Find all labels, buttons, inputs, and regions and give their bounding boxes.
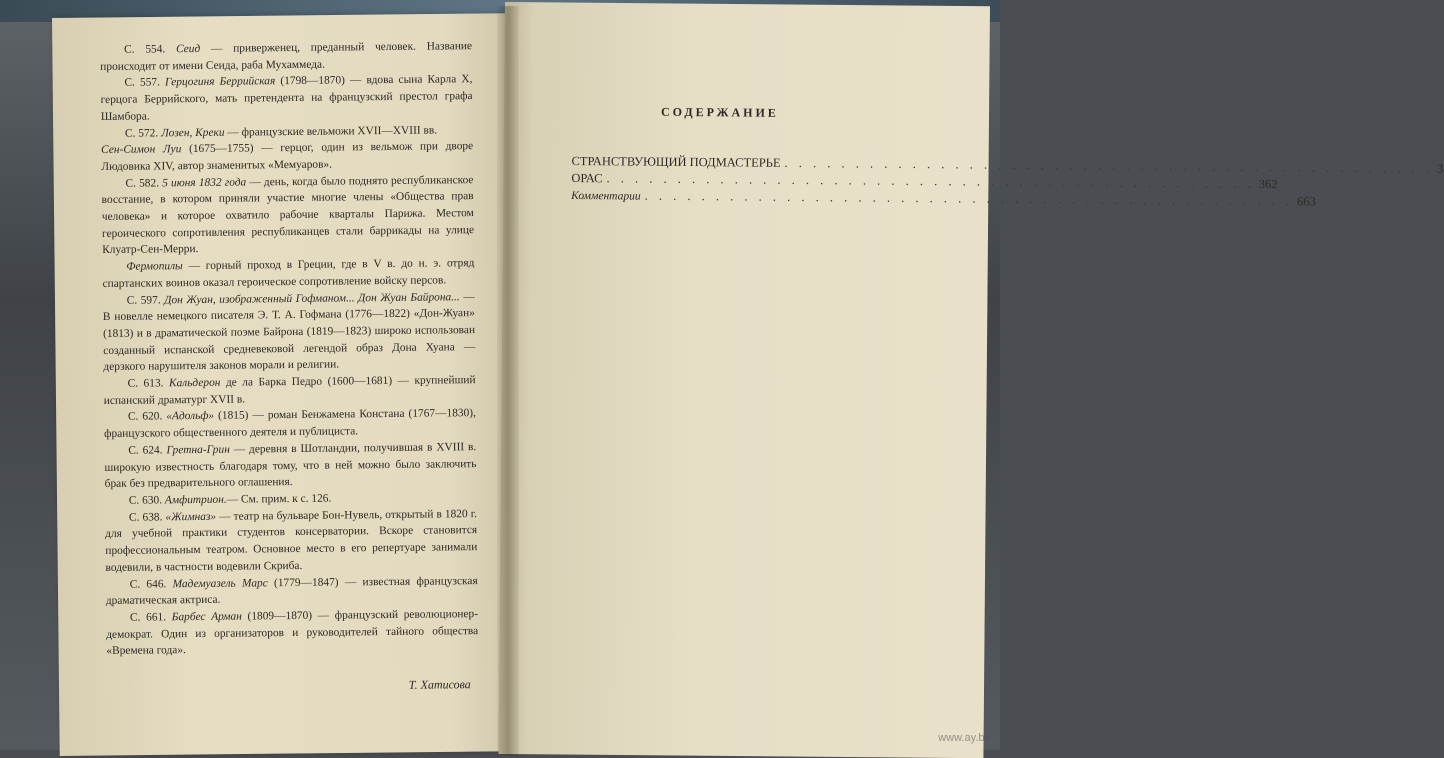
note: С. 597. Дон Жуан, изображенный Гофманом... Дон Жуан Байрона... — В новелле немецкого писателя Э. Т. А. Гофмана (1776—1822) «Дон-Жуан» (1813) и в драматической поэме Байрона (1819—1823) широко использован созданный испанской средневековой легендой образ Дона Хуана — дерзкого нарушителя законов морали и религии. [102, 290, 476, 374]
note: Сен-Симон Луи (1675—1755) — герцог, один из вельмож при дворе Людовика XIV, автор знаменитых «Мемуаров». [101, 140, 474, 173]
note: С. 557. Герцогиня Беррийская (1798—1870) — вдова сына Карла X, герцога Беррийского, мать претендента на французский престол графа Шамбора. [100, 73, 473, 123]
book-gutter [497, 6, 519, 756]
toc-entry-page: 362 [1258, 176, 1278, 192]
toc-leader-dots: . . . . . . . . . . . . . . . . . . . . . . . . . . . . . . . . . . . . . . . . . . . . . . [606, 171, 1255, 191]
note: С. 630. Амфитрион.— См. прим. к с. 126. [128, 492, 332, 507]
note: С. 638. «Жимназ» — театр на бульваре Бон-Нувель, открытый в 1820 г. для учебной практики студентов консерватории. Вскоре становится профессиональным театром. Основное место в его репертуаре занимали водевили, в частности водевили Скриба. [105, 507, 478, 574]
toc-leader-dots: . . . . . . . . . . . . . . . . . . . . . . . . . . . . . . . . . . . . . . . . . . . . . . [784, 155, 1433, 176]
toc-entry-page: 3 [1436, 161, 1444, 176]
note: Фермопилы — горный проход в Греции, где в V в. до н. э. отряд спартанских воинов оказал героическое сопротивление войску персов. [102, 257, 475, 290]
note: С. 661. Барбес Арман (1809—1870) — французский революционер-демократ. Один из организаторов и руководителей тайного общества «Времена года». [106, 607, 479, 658]
toc-leader-dots: . . . . . . . . . . . . . . . . . . . . . . . . . . . . . . . . . . . . . . . . . . . . . . [644, 188, 1294, 209]
note: С. 572. Лозен, Креки — французские вельможи XVII—XVIII вв. [124, 123, 438, 140]
table-of-contents [571, 104, 1444, 209]
toc-title: СОДЕРЖАНИЕ [660, 104, 779, 120]
commentary-text [100, 38, 479, 697]
note: С. 582. 5 июня 1832 года — день, когда было поднято республиканское восстание, в котором приняли участие многие члены «Общества прав человека» и которое охватило рабочие кварталы Парижа. Местом героического сопротивления республиканцев стали баррикады на улице Клуатр-Сен-Мерри. [101, 173, 475, 257]
note: С. 554. Сеид — приверженец, преданный человек. Название происходит от имени Сеида, раба Мухаммеда. [100, 40, 473, 73]
toc-entry-label: ОРАС [571, 170, 603, 186]
toc-entry-label: СТРАНСТВУЮЩИЙ ПОДМАСТЕРЬЕ [571, 153, 781, 170]
note: С. 624. Гретна-Грин — деревня в Шотландии, получившая в XVIII в. широкую известность благодаря тому, что в ней можно было заключить брак без предварительного оглашения. [104, 440, 477, 491]
note: С. 613. Кальдерон де ла Барка Педро (1600—1681) — крупнейший испанский драматург XVII в. [103, 374, 476, 407]
watermark: www.ay.by [938, 732, 990, 744]
note: С. 646. Мадемуазель Марс (1779—1847) — известная французская драматическая актриса. [105, 574, 478, 608]
toc-entry [571, 187, 1316, 209]
author-signature: Т. Хатисова [408, 677, 471, 692]
toc-entry [571, 170, 1278, 192]
toc-entry-page: 663 [1296, 194, 1316, 209]
note: С. 620. «Адольф» (1815) — роман Бенжамена Констана (1767—1830), французского общественного деятеля и публициста. [104, 407, 476, 441]
toc-entry-label: Комментарии [571, 189, 641, 203]
